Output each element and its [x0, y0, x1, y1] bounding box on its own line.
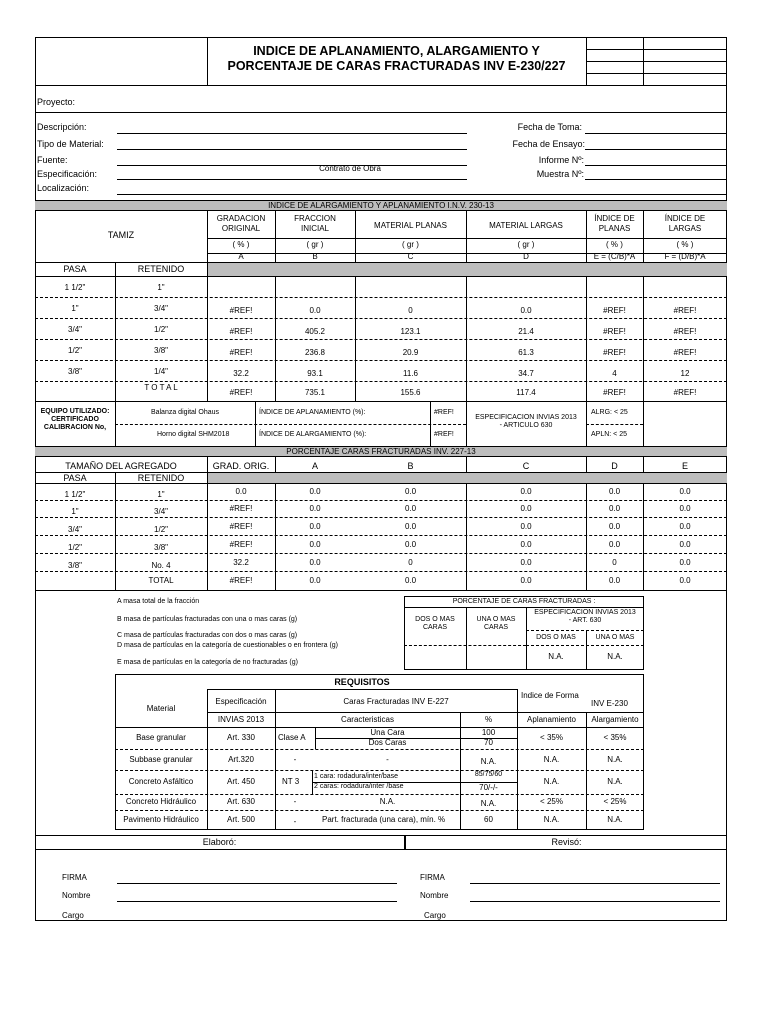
value-cell: 405.2 — [304, 327, 326, 336]
total-label: TOTAL — [148, 576, 174, 585]
value-cell: 34.7 — [518, 369, 534, 378]
retenido-cell: 1/2" — [154, 525, 168, 534]
nombre-label-1: Nombre — [62, 891, 91, 900]
descripcion-label: Descripción: — [37, 122, 87, 132]
column-header: ORIGINAL — [221, 224, 261, 233]
balanza-text: Balanza digital Ohaus — [150, 409, 220, 416]
caracteristica-cell: N.A. — [379, 797, 396, 806]
column-header: A — [311, 461, 318, 471]
value-cell: 0.0 — [520, 558, 532, 567]
value-cell: #REF! — [229, 327, 253, 336]
value-cell: 32.2 — [233, 558, 249, 567]
row-divider — [115, 810, 644, 811]
column-key: B — [312, 252, 318, 261]
firma-field-2[interactable] — [470, 883, 720, 884]
invias-header: INVIAS 2013 — [217, 715, 265, 724]
column-header: INICIAL — [300, 224, 329, 233]
tipo-material-field[interactable] — [117, 149, 467, 150]
nombre-field-1[interactable] — [117, 901, 397, 902]
retenido-cell: 1/2" — [154, 325, 168, 334]
alargamiento-cell: N.A. — [607, 754, 623, 764]
retenido-cell: 3/4" — [154, 507, 168, 516]
fuente-field[interactable] — [117, 165, 467, 166]
row-divider — [35, 318, 727, 319]
value-cell: 12 — [680, 369, 690, 378]
article-cell: Art.320 — [228, 754, 254, 764]
class-cell: - — [293, 817, 297, 826]
total-cell: 155.6 — [400, 388, 421, 397]
value-cell: 0.0 — [520, 540, 532, 549]
pasa-cell: 1" — [71, 507, 79, 516]
caracteristica-cell: 2 caras: rodadura/inter /base — [314, 783, 404, 790]
caras-header: Caras Fracturadas INV E-227 — [343, 697, 449, 706]
pct-cell: 70/-/- — [479, 783, 498, 792]
row-divider — [35, 517, 727, 518]
column-header: MATERIAL PLANAS — [374, 221, 447, 230]
forma-norm: INV E-230 — [591, 699, 628, 708]
material-cell: Pavimento Hidráulico — [123, 815, 199, 824]
column-header: PLANAS — [598, 224, 631, 233]
aplanamiento-cell: < 25% — [540, 797, 563, 806]
retenido-cell: 3/4" — [154, 304, 168, 313]
value-cell: #REF! — [229, 540, 253, 549]
indice-alargamiento-value: #REF! — [434, 431, 454, 438]
reviso-label: Revisó: — [551, 837, 582, 847]
total-cell: #REF! — [229, 576, 253, 585]
tamano-agregado-header: TAMAÑO DEL AGREGADO — [65, 461, 177, 471]
caracteristicas-header: Caracteristicas — [341, 715, 394, 724]
note-text: C masa de partículas fracturadas con dos o mas caras (g) — [117, 632, 298, 639]
value-cell: #REF! — [229, 522, 253, 531]
value-cell: 0.0 — [520, 522, 532, 531]
value-cell: 0.0 — [520, 504, 532, 513]
descripcion-field[interactable] — [117, 133, 467, 134]
row-divider — [35, 381, 727, 382]
caracteristica-cell: - — [386, 754, 389, 764]
caracteristica-cell: Una Cara — [370, 728, 405, 737]
column-unit: ( gr ) — [306, 240, 324, 249]
column-unit: ( % ) — [606, 240, 623, 249]
fecha-ensayo-label: Fecha de Ensayo: — [512, 139, 585, 149]
nombre-label-2: Nombre — [420, 891, 449, 900]
total-cell: 0.0 — [404, 576, 417, 585]
apln-spec: APLN: < 25 — [591, 431, 627, 438]
value-cell: 0.0 — [309, 540, 321, 549]
article-cell: Art. 330 — [226, 733, 255, 742]
firma-label-2: FIRMA — [420, 873, 445, 882]
pasa-cell: 3/4" — [68, 525, 82, 534]
column-unit: ( gr ) — [402, 240, 419, 249]
value-cell: #REF! — [673, 306, 697, 315]
value-cell: 0.0 — [309, 306, 321, 315]
cargo-label-1: Cargo — [62, 911, 84, 920]
column-unit: ( gr ) — [517, 240, 535, 249]
alargamiento-cell: N.A. — [607, 777, 623, 786]
aplanamiento-cell: N.A. — [543, 777, 560, 786]
value-cell: 0 — [408, 306, 413, 315]
value-cell: 93.1 — [307, 369, 323, 378]
note-text: B masa de partículas fracturadas con una o mas caras (g) — [117, 616, 298, 623]
column-header: ÍNDICE DE — [664, 214, 706, 223]
value-cell: #REF! — [229, 504, 253, 513]
pct-cell: 70 — [484, 738, 493, 747]
dos-mas-label: DOS O MAS — [415, 616, 455, 623]
retenido-cell: 1" — [157, 490, 165, 499]
alargamiento-cell: N.A. — [607, 815, 623, 824]
row-divider — [35, 571, 727, 572]
row-divider — [35, 339, 727, 340]
pasa-cell: 1" — [71, 304, 79, 313]
article-cell: Art. 450 — [226, 777, 255, 786]
section1-title: INDICE DE ALARGAMIENTO Y APLANAMIENTO I.N.V. 230-13 — [268, 201, 494, 210]
muestra-label: Muestra Nº: — [536, 169, 584, 179]
value-cell: #REF! — [603, 306, 626, 315]
total-cell: 0.0 — [309, 576, 321, 585]
tipo-material-label: Tipo de Material: — [37, 139, 104, 149]
value-cell: 0.0 — [309, 558, 321, 567]
value-cell: 0.0 — [520, 487, 532, 496]
requisitos-title: REQUISITOS — [334, 677, 390, 687]
retenido-cell: No. 4 — [151, 561, 171, 570]
material-cell: Subbase granular — [129, 754, 193, 764]
value-cell: 0 — [612, 558, 617, 567]
aplanamiento-cell: < 35% — [540, 733, 563, 742]
indice-aplanamiento-value: #REF! — [434, 409, 454, 416]
spec-invias-text: ESPECIFICACION INVIAS 2013 — [475, 414, 577, 421]
row-divider — [35, 297, 727, 298]
pasa-cell: 3/4" — [68, 325, 82, 334]
pct-cell: 100 — [481, 728, 496, 737]
pct-spec: ESPECIFICACION INVIAS 2013 — [534, 609, 636, 616]
page-title: INDICE DE APLANAMIENTO, ALARGAMIENTO Y — [253, 44, 540, 58]
caracteristica-cell: Dos Caras — [368, 738, 407, 747]
fuente-label: Fuente: — [37, 155, 68, 165]
value-cell: 0.0 — [679, 522, 691, 531]
material-cell: Base granular — [136, 733, 186, 742]
class-cell: Clase A — [278, 733, 306, 742]
column-header: E — [681, 461, 688, 471]
value-cell: 4 — [612, 369, 617, 378]
value-cell: 0.0 — [309, 522, 321, 531]
grad-orig-header: GRAD. ORIG. — [212, 461, 270, 471]
retenido-cell: 1/4" — [154, 367, 168, 376]
retenido-cell: 3/8" — [154, 543, 168, 552]
fecha-toma-field[interactable] — [585, 133, 727, 134]
tamiz-header: TAMIZ — [107, 230, 135, 240]
value-cell: 0.0 — [679, 558, 691, 567]
total-cell: 117.4 — [516, 388, 536, 397]
note-text: D masa de partículas en la categoría de cuestionables o en frontera (g) — [117, 642, 339, 649]
article-cell: Art. 630 — [226, 797, 255, 806]
column-header: C — [522, 461, 530, 471]
row-divider — [35, 535, 727, 536]
total-cell: #REF! — [603, 388, 626, 397]
value-cell: 0.0 — [404, 522, 417, 531]
material-header: Material — [146, 704, 176, 713]
spec-article-text: - ARTICULO 630 — [499, 422, 553, 429]
section2-title: PORCENTAJE CARAS FRACTURADAS INV. 227-13 — [286, 447, 476, 456]
class-cell: - — [293, 754, 297, 764]
alargamiento-header: Alargamiento — [591, 715, 639, 724]
informe-label: Informe Nº: — [538, 155, 584, 165]
proyecto-label: Proyecto: — [37, 97, 76, 107]
pasa-cell: 1/2" — [68, 543, 82, 552]
value-cell: 11.6 — [403, 369, 418, 378]
column-header: MATERIAL LARGAS — [489, 221, 563, 230]
elaboro-label: Elaboró: — [202, 837, 237, 847]
pasa-header-2: PASA — [63, 473, 87, 483]
value-cell: 21.4 — [518, 327, 534, 336]
row-divider — [115, 749, 644, 750]
row-divider — [35, 553, 727, 554]
aplanamiento-cell: N.A. — [543, 754, 560, 764]
pct-title: PORCENTAJE DE CARAS FRACTURADAS : — [452, 598, 596, 605]
cargo-label-2: Cargo — [424, 911, 446, 920]
value-cell: 0.0 — [309, 487, 321, 496]
fecha-toma-label: Fecha de Toma: — [517, 122, 582, 132]
total-cell: 0.0 — [520, 576, 532, 585]
pct-cell: N.A. — [480, 756, 497, 766]
pasa-cell: 1 1/2" — [64, 283, 86, 292]
pct-cell: N.A. — [480, 799, 497, 808]
firma-label-1: FIRMA — [62, 873, 87, 882]
value-cell: 32.2 — [233, 369, 249, 378]
value-cell: 0.0 — [404, 504, 417, 513]
row-divider — [115, 794, 644, 795]
total-cell: #REF! — [229, 388, 253, 397]
header-bottom-line — [35, 85, 727, 86]
especificacion-header: Especificación — [215, 697, 267, 706]
retenido-header: RETENIDO — [137, 264, 185, 274]
indice-aplanamiento-label: ÍNDICE DE APLANAMIENTO (%): — [259, 409, 366, 416]
value-cell: 0.0 — [404, 540, 417, 549]
pasa-cell: 1 1/2" — [64, 490, 86, 499]
value-cell: 0.0 — [520, 306, 532, 315]
horno-text: Horno digital SHM2018 — [157, 431, 230, 438]
retenido-header-2: RETENIDO — [137, 473, 185, 483]
value-cell: 61.3 — [518, 348, 534, 357]
retenido-cell: 1" — [157, 283, 165, 292]
value-cell: 0.0 — [608, 504, 621, 513]
value-cell: 0.0 — [309, 504, 321, 513]
caracteristica-cell: 1 cara: rodadura/inter/base — [314, 773, 399, 780]
value-cell: #REF! — [229, 348, 253, 357]
pasa-cell: 3/8" — [68, 561, 82, 570]
material-cell: Concreto Asfáltico — [128, 777, 194, 786]
aplanamiento-cell: N.A. — [543, 815, 560, 824]
value-cell: 123.1 — [400, 327, 421, 336]
column-header: LARGAS — [668, 224, 702, 233]
total-cell: 0.0 — [679, 576, 691, 585]
value-cell: 0 — [408, 558, 413, 567]
equipo-label: EQUIPO UTILIZADO: — [40, 408, 110, 415]
column-header: GRADACION — [216, 214, 266, 223]
pct-cell: 85/75/60 — [474, 771, 503, 778]
value-cell: #REF! — [603, 327, 626, 336]
column-header: B — [407, 461, 414, 471]
value-cell: 0.0 — [679, 487, 691, 496]
total-label: T O T A L — [144, 383, 178, 392]
value-cell: 0.0 — [235, 487, 247, 496]
value-cell: 0.0 — [608, 487, 621, 496]
pct-cell: 60 — [484, 815, 493, 824]
pasa-cell: 3/8" — [68, 367, 82, 376]
value-cell: 0.0 — [608, 522, 621, 531]
especificacion-label: Especificación: — [37, 169, 98, 179]
localizacion-label: Localización: — [37, 183, 90, 193]
row-divider — [35, 360, 727, 361]
value-cell: 0.0 — [679, 504, 691, 513]
value-cell: 0.0 — [608, 540, 621, 549]
column-header: FRACCION — [294, 214, 336, 223]
column-header: D — [611, 461, 618, 471]
value-cell: 20.9 — [402, 348, 419, 357]
article-cell: Art. 500 — [226, 815, 255, 824]
value-cell: 0.0 — [404, 487, 417, 496]
certificado-label: CERTIFICADO — [51, 416, 99, 423]
note-text: A masa total de la fracción — [117, 598, 200, 605]
alargamiento-cell: < 35% — [603, 733, 627, 742]
value-cell: #REF! — [603, 348, 626, 357]
nombre-field-2[interactable] — [470, 901, 720, 902]
alrg-spec: ALRG: < 25 — [591, 409, 628, 416]
value-cell: 0.0 — [679, 540, 691, 549]
row-divider — [35, 500, 727, 501]
alargamiento-cell: < 25% — [603, 797, 627, 806]
row-divider — [115, 770, 644, 771]
total-cell: 735.1 — [304, 388, 326, 397]
value-cell: #REF! — [673, 327, 697, 336]
value-cell: #REF! — [673, 348, 697, 357]
retenido-cell: 3/8" — [154, 346, 168, 355]
class-cell: NT 3 — [282, 777, 300, 786]
value-cell: 236.8 — [304, 348, 326, 357]
contrato-label: Contrato de Obra — [319, 164, 381, 173]
value-cell: #REF! — [229, 306, 253, 315]
firma-field-1[interactable] — [117, 883, 397, 884]
aplanamiento-header: Aplanamiento — [527, 715, 576, 724]
column-header: ÍNDICE DE — [594, 214, 635, 223]
fecha-ensayo-field[interactable] — [585, 149, 727, 150]
column-key: F = (D/B)*A — [664, 252, 706, 261]
caracteristica-cell: Part. fracturada (una cara), mín. % — [322, 815, 446, 824]
pasa-cell: 1/2" — [68, 346, 82, 355]
class-cell: - — [293, 797, 297, 806]
column-key: E = (C/B)*A — [593, 252, 636, 261]
page-subtitle: PORCENTAJE DE CARAS FRACTURADAS INV E-230/227 — [227, 59, 566, 73]
muestra-field[interactable] — [585, 179, 727, 180]
column-key: C — [407, 252, 414, 261]
pasa-header: PASA — [63, 264, 87, 274]
total-cell: #REF! — [673, 388, 697, 397]
column-unit: ( % ) — [232, 240, 250, 249]
note-text: E masa de partículas en la categoría de no fracturadas (g) — [117, 659, 298, 666]
especificacion-field[interactable] — [117, 179, 467, 180]
informe-field[interactable] — [585, 165, 727, 166]
column-key: A — [238, 252, 244, 261]
pct-header: % — [484, 715, 493, 724]
una-mas-label: UNA O MAS — [476, 616, 516, 623]
column-key: D — [523, 252, 529, 261]
total-cell: 0.0 — [608, 576, 621, 585]
localizacion-field[interactable] — [117, 194, 727, 195]
forma-header: Indice de Forma — [521, 691, 579, 700]
indice-alargamiento-label: ÍNDICE DE ALARGAMIENTO (%): — [259, 431, 367, 438]
calibracion-label: CALIBRACION No, — [43, 424, 107, 431]
material-cell: Concreto Hidráulico — [125, 797, 197, 806]
column-unit: ( % ) — [676, 240, 694, 249]
